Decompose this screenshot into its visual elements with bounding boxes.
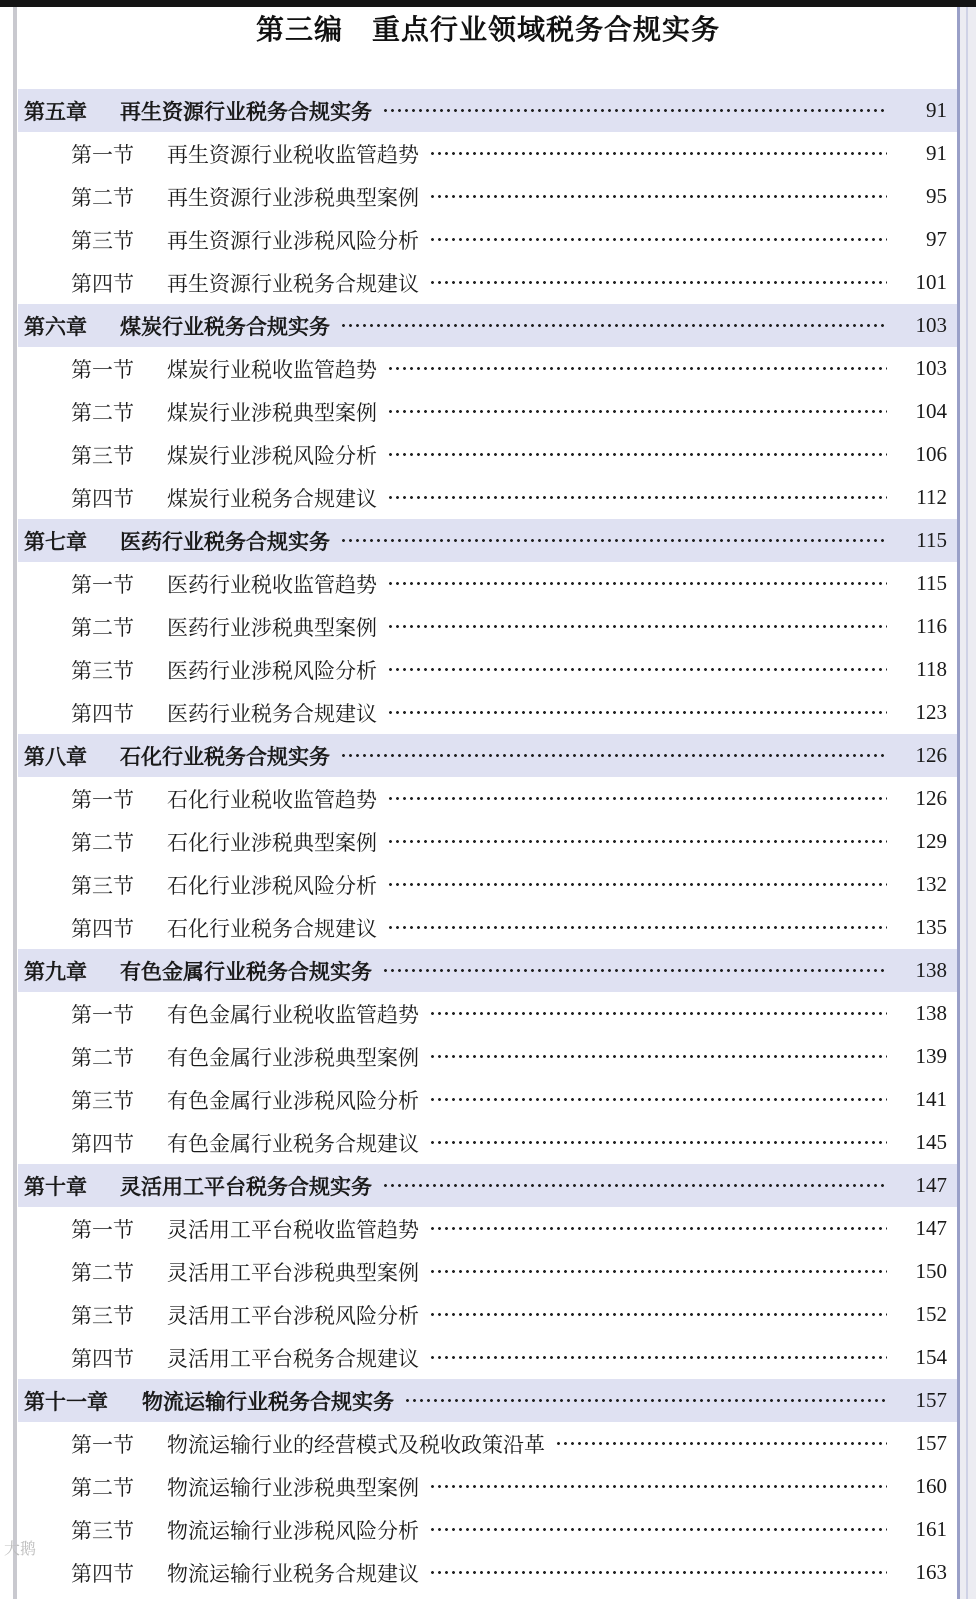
toc-section-row[interactable]: [18, 820, 957, 863]
section-number: 第三节: [71, 1088, 134, 1113]
chapter-title: 有色金属行业税务合规实务: [120, 959, 372, 984]
section-title: 有色金属行业涉税风险分析: [167, 1088, 419, 1113]
section-title: 物流运输行业的经营模式及税收政策沿革: [167, 1432, 545, 1457]
dot-leader: [429, 1293, 887, 1336]
page-number: 141: [915, 1087, 947, 1111]
section-number: 第三节: [71, 1518, 134, 1543]
watermark: 大鹅: [4, 1539, 37, 1558]
chapter-number: 第七章: [24, 529, 87, 554]
section-number: 第三节: [71, 873, 134, 898]
dot-leader: [340, 734, 887, 777]
section-title: 再生资源行业涉税风险分析: [167, 228, 419, 253]
section-title: 煤炭行业涉税风险分析: [167, 443, 377, 468]
right-margin-rule-inner: [966, 7, 968, 1599]
dot-leader: [382, 949, 887, 992]
section-title: 有色金属行业税收监管趋势: [167, 1002, 419, 1027]
dot-leader: [387, 562, 887, 605]
dot-leader: [382, 89, 887, 132]
toc-section-row[interactable]: [18, 906, 957, 949]
page-number: 150: [915, 1259, 947, 1283]
page-number: 138: [915, 958, 947, 982]
section-number: 第一节: [71, 787, 134, 812]
toc-section-row[interactable]: [18, 777, 957, 820]
chapter-number: 第六章: [24, 314, 87, 339]
toc-section-row[interactable]: [18, 1207, 957, 1250]
section-title: 灵活用工平台涉税风险分析: [167, 1303, 419, 1328]
toc-section-row[interactable]: [18, 1508, 957, 1551]
section-number: 第四节: [71, 1131, 134, 1156]
page-number: 116: [916, 614, 947, 638]
page-number: 161: [915, 1517, 947, 1541]
toc-section-row[interactable]: [18, 648, 957, 691]
toc-section-row[interactable]: [18, 562, 957, 605]
dot-leader: [429, 1508, 887, 1551]
toc-section-row[interactable]: [18, 1465, 957, 1508]
section-title: 医药行业涉税风险分析: [167, 658, 377, 683]
page-number: 112: [916, 485, 947, 509]
page-number: 139: [915, 1044, 947, 1068]
page-number: 154: [915, 1345, 947, 1369]
toc-section-row[interactable]: [18, 1078, 957, 1121]
toc-chapter-row[interactable]: [18, 304, 957, 347]
toc-section-row[interactable]: [18, 132, 957, 175]
toc-section-row[interactable]: [18, 1250, 957, 1293]
section-title: 灵活用工平台税务合规建议: [167, 1346, 419, 1371]
page-number: 147: [915, 1216, 947, 1240]
dot-leader: [429, 1078, 887, 1121]
page-number: 91: [926, 98, 947, 122]
toc-section-row[interactable]: [18, 1551, 957, 1594]
toc-section-row[interactable]: [18, 433, 957, 476]
section-number: 第二节: [71, 615, 134, 640]
page-number: 103: [915, 313, 947, 337]
toc-chapter-row[interactable]: [18, 1379, 957, 1422]
toc-section-row[interactable]: [18, 347, 957, 390]
page-number: 101: [915, 270, 947, 294]
chapter-title: 石化行业税务合规实务: [120, 744, 330, 769]
dot-leader: [429, 218, 887, 261]
toc-section-row[interactable]: [18, 390, 957, 433]
section-number: 第一节: [71, 357, 134, 382]
section-title: 物流运输行业涉税风险分析: [167, 1518, 419, 1543]
dot-leader: [429, 1035, 887, 1078]
section-title: 医药行业税务合规建议: [167, 701, 377, 726]
section-number: 第三节: [71, 658, 134, 683]
dot-leader: [429, 1465, 887, 1508]
dot-leader: [387, 777, 887, 820]
section-number: 第四节: [71, 271, 134, 296]
chapter-title: 煤炭行业税务合规实务: [120, 314, 330, 339]
page-number: 126: [915, 743, 947, 767]
page-number: 104: [915, 399, 947, 423]
dot-leader: [429, 1250, 887, 1293]
toc-chapter-row[interactable]: [18, 949, 957, 992]
section-number: 第三节: [71, 228, 134, 253]
page-number: 160: [915, 1474, 947, 1498]
section-title: 灵活用工平台税收监管趋势: [167, 1217, 419, 1242]
chapter-number: 第十一章: [24, 1389, 108, 1414]
dot-leader: [387, 347, 887, 390]
dot-leader: [429, 132, 887, 175]
page-number: 126: [915, 786, 947, 810]
page-number: 106: [915, 442, 947, 466]
dot-leader: [387, 906, 887, 949]
page-number: 91: [926, 141, 947, 165]
page-number: 118: [916, 657, 947, 681]
page-number: 152: [915, 1302, 947, 1326]
chapter-number: 第八章: [24, 744, 87, 769]
toc-section-row[interactable]: [18, 1336, 957, 1379]
dot-leader: [340, 519, 887, 562]
section-number: 第二节: [71, 1045, 134, 1070]
page-number: 157: [915, 1388, 947, 1412]
dot-leader: [429, 1336, 887, 1379]
page-number: 147: [915, 1173, 947, 1197]
section-number: 第二节: [71, 400, 134, 425]
page-number: 163: [915, 1560, 947, 1584]
section-number: 第二节: [71, 185, 134, 210]
chapter-title: 医药行业税务合规实务: [120, 529, 330, 554]
toc-chapter-row[interactable]: [18, 1164, 957, 1207]
section-number: 第四节: [71, 486, 134, 511]
dot-leader: [429, 1551, 887, 1594]
dot-leader: [382, 1164, 887, 1207]
toc-section-row[interactable]: [18, 476, 957, 519]
section-number: 第一节: [71, 1217, 134, 1242]
dot-leader: [387, 605, 887, 648]
toc-section-row[interactable]: [18, 175, 957, 218]
dot-leader: [387, 863, 887, 906]
page-number: 115: [916, 571, 947, 595]
section-title: 煤炭行业税收监管趋势: [167, 357, 377, 382]
page-number: 97: [926, 227, 947, 251]
page-number: 138: [915, 1001, 947, 1025]
part-title: 第三编 重点行业领域税务合规实务: [255, 13, 720, 46]
section-number: 第二节: [71, 1475, 134, 1500]
section-title: 灵活用工平台涉税典型案例: [167, 1260, 419, 1285]
chapter-number: 第五章: [24, 99, 87, 124]
dot-leader: [429, 992, 887, 1035]
section-title: 再生资源行业税收监管趋势: [167, 142, 419, 167]
toc-chapter-row[interactable]: [18, 734, 957, 777]
chapter-title: 灵活用工平台税务合规实务: [120, 1174, 372, 1199]
section-title: 再生资源行业税务合规建议: [167, 271, 419, 296]
dot-leader: [340, 304, 887, 347]
left-margin-rule: [13, 7, 17, 1599]
section-title: 石化行业涉税典型案例: [167, 830, 377, 855]
toc-section-row[interactable]: [18, 691, 957, 734]
section-title: 物流运输行业税务合规建议: [167, 1561, 419, 1586]
dot-leader: [387, 433, 887, 476]
dot-leader: [429, 1207, 887, 1250]
page-number: 103: [915, 356, 947, 380]
section-title: 煤炭行业税务合规建议: [167, 486, 377, 511]
chapter-number: 第九章: [24, 959, 87, 984]
section-number: 第二节: [71, 830, 134, 855]
section-title: 石化行业税收监管趋势: [167, 787, 377, 812]
dot-leader: [429, 175, 887, 218]
chapter-title: 再生资源行业税务合规实务: [120, 99, 372, 124]
page-number: 129: [915, 829, 947, 853]
page-number: 132: [915, 872, 947, 896]
section-number: 第一节: [71, 1432, 134, 1457]
page-number: 123: [915, 700, 947, 724]
section-title: 医药行业税收监管趋势: [167, 572, 377, 597]
chapter-title: 物流运输行业税务合规实务: [142, 1389, 394, 1414]
page-number: 95: [926, 184, 947, 208]
toc-section-row[interactable]: [18, 218, 957, 261]
toc-chapter-row[interactable]: [18, 89, 957, 132]
section-number: 第四节: [71, 701, 134, 726]
page-number: 135: [915, 915, 947, 939]
section-title: 有色金属行业涉税典型案例: [167, 1045, 419, 1070]
section-title: 医药行业涉税典型案例: [167, 615, 377, 640]
toc-section-row[interactable]: [18, 992, 957, 1035]
dot-leader: [387, 820, 887, 863]
dot-leader: [429, 261, 887, 304]
dot-leader: [555, 1422, 887, 1465]
section-number: 第一节: [71, 572, 134, 597]
dot-leader: [387, 648, 887, 691]
toc-section-row[interactable]: [18, 1035, 957, 1078]
toc-section-row[interactable]: [18, 1121, 957, 1164]
page-number: 145: [915, 1130, 947, 1154]
right-margin-rule: [957, 7, 960, 1599]
section-number: 第四节: [71, 1561, 134, 1586]
dot-leader: [387, 691, 887, 734]
section-title: 物流运输行业涉税典型案例: [167, 1475, 419, 1500]
dot-leader: [429, 1121, 887, 1164]
toc-section-row[interactable]: [18, 1422, 957, 1465]
toc-section-row[interactable]: [18, 605, 957, 648]
section-title: 石化行业涉税风险分析: [167, 873, 377, 898]
section-number: 第三节: [71, 443, 134, 468]
section-title: 煤炭行业涉税典型案例: [167, 400, 377, 425]
toc-chapter-row[interactable]: [18, 519, 957, 562]
top-border: [0, 0, 976, 7]
toc-section-row[interactable]: [18, 261, 957, 304]
chapter-number: 第十章: [24, 1174, 87, 1199]
page-number: 157: [915, 1431, 947, 1455]
section-title: 再生资源行业涉税典型案例: [167, 185, 419, 210]
toc-section-row[interactable]: [18, 863, 957, 906]
table-of-contents: [18, 89, 957, 1594]
toc-section-row[interactable]: [18, 1293, 957, 1336]
section-number: 第四节: [71, 1346, 134, 1371]
dot-leader: [387, 476, 887, 519]
dot-leader: [387, 390, 887, 433]
section-number: 第一节: [71, 142, 134, 167]
section-number: 第一节: [71, 1002, 134, 1027]
dot-leader: [404, 1379, 887, 1422]
section-number: 第三节: [71, 1303, 134, 1328]
page-number: 115: [916, 528, 947, 552]
section-title: 石化行业税务合规建议: [167, 916, 377, 941]
section-number: 第四节: [71, 916, 134, 941]
section-title: 有色金属行业税务合规建议: [167, 1131, 419, 1156]
section-number: 第二节: [71, 1260, 134, 1285]
